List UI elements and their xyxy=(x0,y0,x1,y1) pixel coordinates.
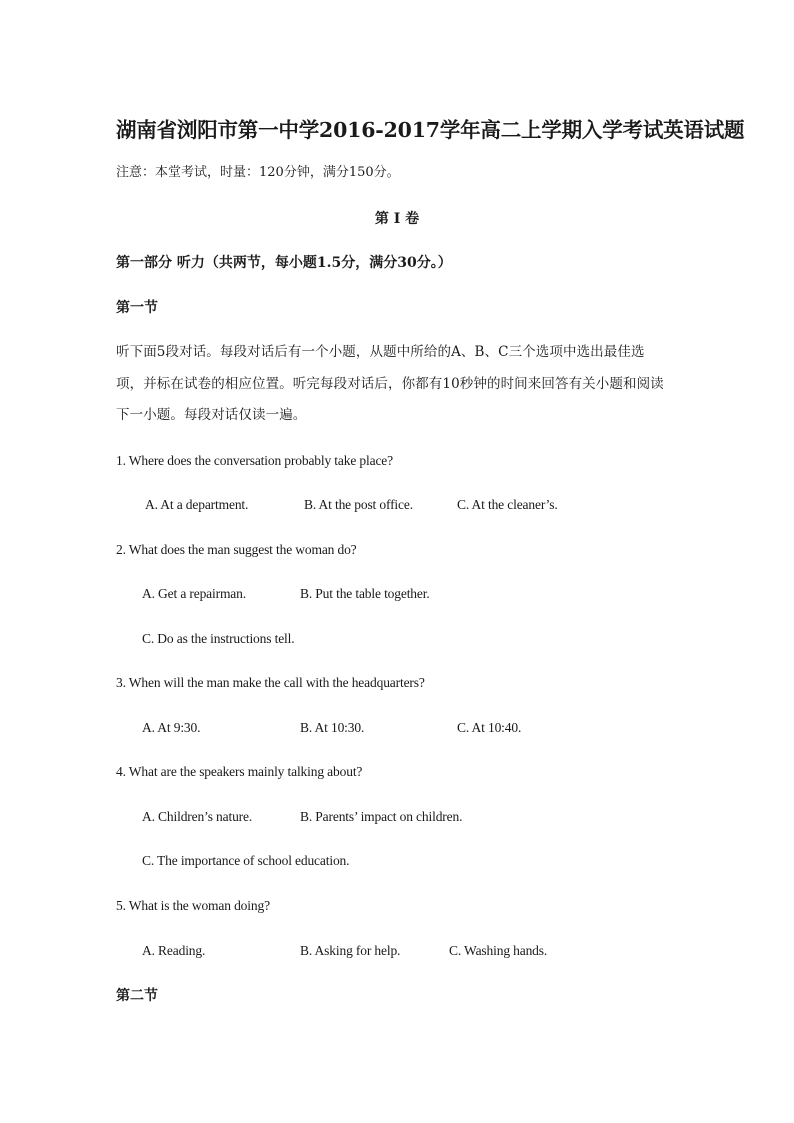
option-1c: C. At the cleaner’s. xyxy=(457,497,558,512)
part-heading: 第一部分 听力（共两节，每小题1.5分，满分30分。） xyxy=(116,255,452,271)
question-2: 2. What does the man suggest the woman do? xyxy=(116,542,357,557)
option-5b: B. Asking for help. xyxy=(300,943,401,958)
section-heading-2: 第二节 xyxy=(116,988,158,1004)
option-2a: A. Get a repairman. xyxy=(142,586,246,601)
option-3b: B. At 10:30. xyxy=(300,720,365,735)
option-1b: B. At the post office. xyxy=(304,497,413,512)
option-5c: C. Washing hands. xyxy=(449,943,548,958)
option-4b: B. Parents’ impact on children. xyxy=(300,809,463,824)
option-2b: B. Put the table together. xyxy=(300,586,430,601)
volume-heading: 第 I 卷 xyxy=(374,211,420,227)
option-3c: C. At 10:40. xyxy=(457,720,522,735)
exam-note: 注意：本堂考试，时量：120分钟，满分150分。 xyxy=(116,165,400,180)
instruction-line: 听下面5段对话。每段对话后有一个小题，从题中所给的A、B、C三个选项中选出最佳选 xyxy=(116,344,645,360)
question-4: 4. What are the speakers mainly talking about? xyxy=(116,764,363,779)
section-heading-1: 第一节 xyxy=(116,300,158,316)
option-4c: C. The importance of school education. xyxy=(142,853,350,868)
question-3: 3. When will the man make the call with the headquarters? xyxy=(116,675,425,690)
option-5a: A. Reading. xyxy=(142,943,206,958)
option-4a: A. Children’s nature. xyxy=(142,809,253,824)
question-1: 1. Where does the conversation probably take place? xyxy=(116,453,393,468)
document-title: 湖南省浏阳市第一中学2016-2017学年高二上学期入学考试英语试题 xyxy=(116,118,745,142)
question-5: 5. What is the woman doing? xyxy=(116,898,270,913)
instruction-line: 下一小题。每段对话仅读一遍。 xyxy=(116,407,307,423)
option-1a: A. At a department. xyxy=(145,497,249,512)
option-3a: A. At 9:30. xyxy=(142,720,201,735)
instruction-line: 项，并标在试卷的相应位置。听完每段对话后，你都有10秒钟的时间来回答有关小题和阅读 xyxy=(116,376,664,392)
option-2c: C. Do as the instructions tell. xyxy=(142,631,295,646)
